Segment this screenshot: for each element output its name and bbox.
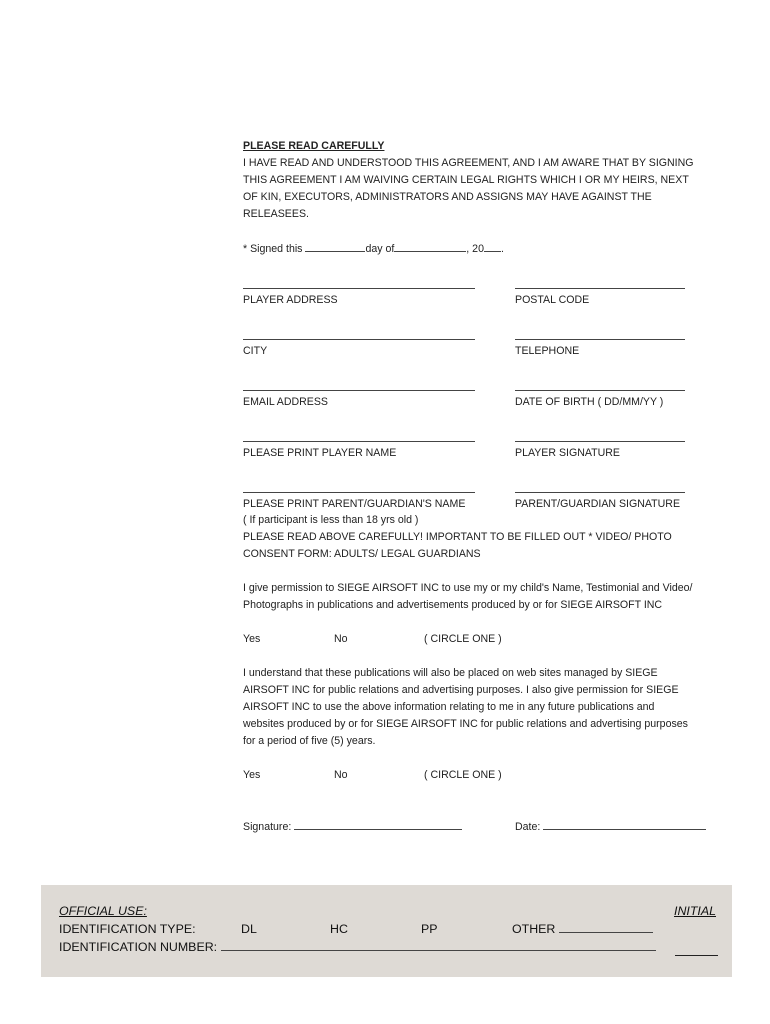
consent2-line-4: websites produced by or for SIEGE AIRSOFT INC for public relations and advertising purposes <box>243 718 688 730</box>
player-signature-line[interactable] <box>515 441 685 442</box>
signed-suffix: . <box>500 243 504 255</box>
consent1-line-1: I give permission to SIEGE AIRSOFT INC to use my or my child's Name, Testimonial and Video/ <box>243 582 693 594</box>
postal-code-line[interactable] <box>515 288 685 289</box>
consent1-no-option[interactable]: No <box>334 633 348 645</box>
player-name-line[interactable] <box>243 441 475 442</box>
consent2-circle-one: ( CIRCLE ONE ) <box>424 769 502 781</box>
player-address-label: PLAYER ADDRESS <box>243 294 338 306</box>
dob-label: DATE OF BIRTH ( DD/MM/YY ) <box>515 396 664 408</box>
dob-line[interactable] <box>515 390 685 391</box>
player-name-label: PLEASE PRINT PLAYER NAME <box>243 447 397 459</box>
official-use-box <box>41 885 732 977</box>
id-type-other <box>512 920 653 938</box>
date-field <box>515 818 706 836</box>
consent2-line-1: I understand that these publications will also be placed on web sites managed by SIEGE <box>243 667 658 679</box>
initial-blank[interactable] <box>675 955 718 956</box>
consent1-yes-option[interactable]: Yes <box>243 633 261 645</box>
identification-type-label: IDENTIFICATION TYPE: <box>59 922 196 936</box>
agreement-line-1: I HAVE READ AND UNDERSTOOD THIS AGREEMENT, AND I AM AWARE THAT BY SIGNING <box>243 157 694 169</box>
signed-day-of: day of <box>365 243 395 255</box>
page-title: PLEASE READ CAREFULLY <box>243 140 385 152</box>
consent2-no-option[interactable]: No <box>334 769 348 781</box>
agreement-line-2: THIS AGREEMENT I AM WAIVING CERTAIN LEGAL RIGHTS WHICH I OR MY HEIRS, NEXT <box>243 174 689 186</box>
consent1-circle-one: ( CIRCLE ONE ) <box>424 633 502 645</box>
id-type-dl[interactable]: DL <box>241 922 257 936</box>
consent2-line-2: AIRSOFT INC for public relations and advertising purposes. I also give permission for SIEGE <box>243 684 679 696</box>
signed-month-blank[interactable] <box>394 240 466 252</box>
city-label: CITY <box>243 345 268 357</box>
city-line[interactable] <box>243 339 475 340</box>
player-address-line[interactable] <box>243 288 475 289</box>
consent2-line-5: for a period of five (5) years. <box>243 735 376 747</box>
signature-label: Signature: <box>243 821 292 833</box>
guardian-signature-label: PARENT/GUARDIAN SIGNATURE <box>515 498 681 510</box>
official-use-title: OFFICIAL USE: <box>59 904 147 918</box>
signed-year-prefix: , 20 <box>466 243 484 255</box>
consent1-line-2: Photographs in publications and advertisements produced by or for SIEGE AIRSOFT INC <box>243 599 663 611</box>
guardian-name-label: PLEASE PRINT PARENT/GUARDIAN'S NAME <box>243 498 466 510</box>
id-type-other-label: OTHER <box>512 922 556 936</box>
guardian-signature-line[interactable] <box>515 492 685 493</box>
signature-blank[interactable] <box>294 818 462 830</box>
identification-number-label: IDENTIFICATION NUMBER: <box>59 940 218 954</box>
telephone-label: TELEPHONE <box>515 345 580 357</box>
minor-note: ( If participant is less than 18 yrs old ) <box>243 514 419 526</box>
agreement-line-4: RELEASEES. <box>243 208 309 220</box>
signed-this-line <box>243 240 504 258</box>
id-type-pp[interactable]: PP <box>421 922 438 936</box>
guardian-name-line[interactable] <box>243 492 475 493</box>
email-line[interactable] <box>243 390 475 391</box>
player-signature-label: PLAYER SIGNATURE <box>515 447 620 459</box>
identification-number-field <box>59 938 656 956</box>
agreement-line-3: OF KIN, EXECUTORS, ADMINISTRATORS AND ASSIGNS MAY HAVE AGAINST THE <box>243 191 652 203</box>
initial-label: INITIAL <box>674 904 716 918</box>
date-label: Date: <box>515 821 541 833</box>
important-line-1: PLEASE READ ABOVE CAREFULLY! IMPORTANT TO BE FILLED OUT * VIDEO/ PHOTO <box>243 531 672 543</box>
signed-day-blank[interactable] <box>305 240 365 252</box>
signature-field <box>243 818 462 836</box>
postal-code-label: POSTAL CODE <box>515 294 590 306</box>
important-line-2: CONSENT FORM: ADULTS/ LEGAL GUARDIANS <box>243 548 481 560</box>
consent2-line-3: AIRSOFT INC to use the above information relating to me in any future publications and <box>243 701 655 713</box>
signed-prefix: * Signed this <box>243 243 303 255</box>
signed-year-blank[interactable] <box>484 240 501 252</box>
date-blank[interactable] <box>543 818 706 830</box>
id-type-hc[interactable]: HC <box>330 922 348 936</box>
identification-number-blank[interactable] <box>221 938 656 951</box>
email-label: EMAIL ADDRESS <box>243 396 328 408</box>
id-type-other-blank[interactable] <box>559 920 653 933</box>
consent2-yes-option[interactable]: Yes <box>243 769 261 781</box>
telephone-line[interactable] <box>515 339 685 340</box>
